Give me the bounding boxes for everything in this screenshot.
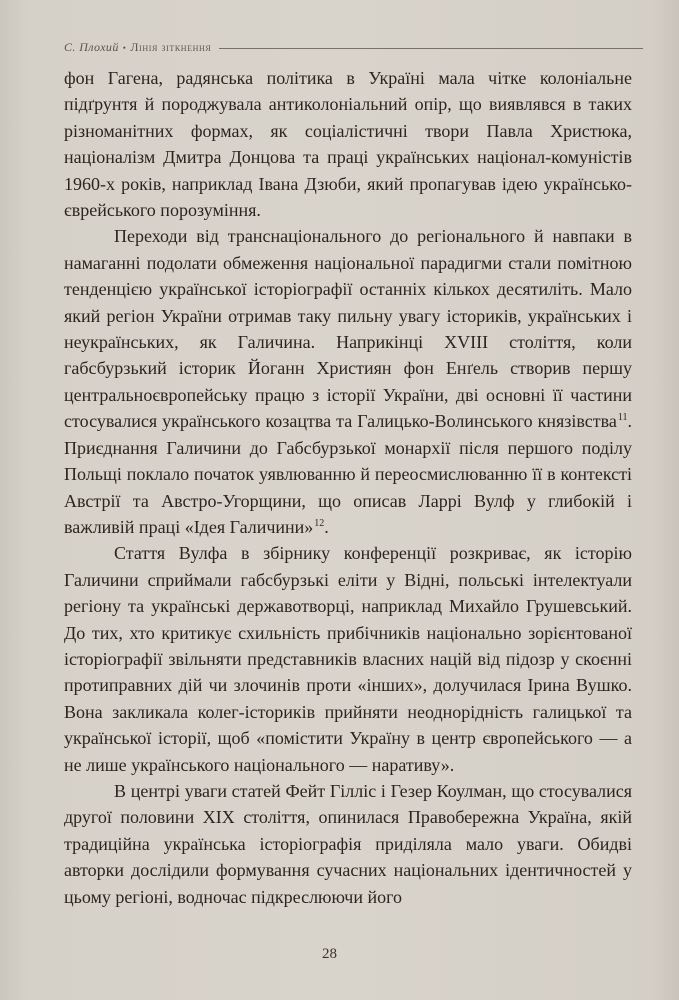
page-number: 28 <box>322 946 337 962</box>
body-text <box>64 65 632 910</box>
running-head-separator: • <box>122 42 127 53</box>
paragraph-3: Стаття Вулфа в збірнику конференції розкриває, як історію Галичини сприймали габсбурзькі еліти у Відні, польські інтелектуали регіону та українські державотворці, наприклад Михайло Грушевський. До тих, хто критикує схильність прибічників національно зорієнтованої історіографії звільняти представників власних націй від підозр у скоєнні протиправних дій чи злочинів проти «інших», долучилася Ірина Вушко. Вона закликала колег-істориків прийняти неоднорідність галицької та української історії, щоб «помістити Україну в центр європейського — а не лише українського національного — наративу». <box>64 543 632 775</box>
footnote-ref-11[interactable]: 11 <box>617 412 628 424</box>
paragraph-1: фон Гагена, радянська політика в Україні мала чітке колоніальне підґрунтя й породжувала антиколоніальний опір, що виявлявся в таких різноманітних формах, як соціалістичні твори Павла Христюка, націоналізм Дмитра Донцова та праці українських націонал-комуністів 1960-х років, наприклад Івана Дзюби, який пропагував ідею українсько-єврейського порозуміння. <box>64 68 632 221</box>
paragraph-2 <box>64 223 632 540</box>
paragraph-2-part-a: Переходи від транснаціонального до регіонального й навпаки в намаганні подолати обмеження національної парадигми стали помітною тенденцією української історіографії останніх кількох десятиліть. Мало який регіон України отримав таку пильну увагу істориків, українських і неукраїнських, як Галичина. Наприкінці XVIII століття, коли габсбурзький історик Йоганн Християн фон Енґель створив першу центральноєвропейську працю з історії України, дві основні її частини стосувалися українського козацтва та Галицько-Волинського князівства <box>64 226 632 432</box>
footnote-ref-12[interactable]: 12 <box>314 517 325 529</box>
running-head <box>64 40 643 55</box>
running-head-author: С. Плохий <box>64 40 119 54</box>
running-head-title: Лінія зіткнення <box>130 40 212 54</box>
paragraph-2-part-c: . <box>324 516 329 537</box>
paragraph-4: В центрі уваги статей Фейт Гілліс і Гезер Коулман, що стосувалися другої половини XIX століття, опинилася Правобережна Україна, якій традиційна українська історіографія приділяла мало уваги. Обидві авторки дослідили формування сучасних національних ідентичностей у цьому регіоні, водночас підкреслюючи його <box>64 780 632 907</box>
running-head-rule <box>219 48 643 49</box>
paragraph-2-part-b: . Приєднання Галичини до Габсбурзької монархії після першого поділу Польщі поклало початок уявлюванню й переосмислюванню її в контексті Австрії та Австро-Угорщини, що описав Ларрі Вулф у глибокій і важливій праці «Ідея Галичини» <box>64 411 632 537</box>
